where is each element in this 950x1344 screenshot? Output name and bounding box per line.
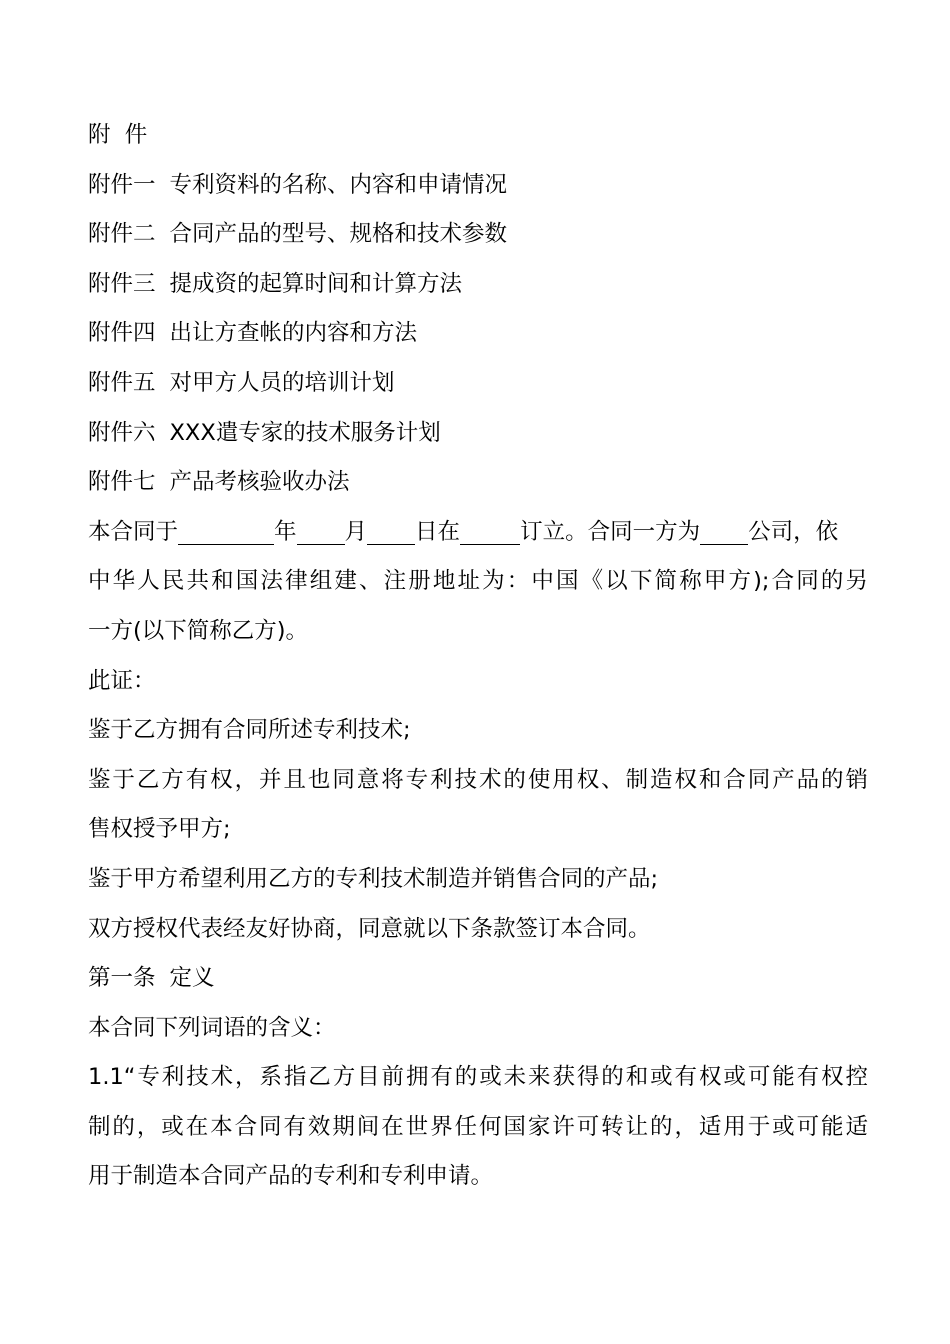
preamble-text: 年 — [274, 518, 297, 545]
attachment-label: 附件四 — [88, 320, 156, 347]
blank-day-field[interactable] — [367, 514, 415, 545]
witness-clause-2-line-1: 鉴于乙方有权，并且也同意将专利技术的使用权、制造权和合同产品的销 — [88, 766, 868, 793]
article-1-heading — [88, 954, 868, 1004]
article-title: 定义 — [169, 965, 215, 992]
blank-month-field[interactable] — [297, 514, 345, 545]
attachment-label: 附件三 — [88, 270, 156, 297]
blank-year-field[interactable] — [178, 514, 274, 545]
witness-clause-2-line-2: 售权授予甲方; — [88, 816, 231, 843]
preamble-text: 日在 — [415, 518, 461, 545]
attachment-text: XXX遣专家的技术服务计划 — [169, 419, 441, 446]
preamble-text: 订立。合同一方为 — [520, 518, 701, 545]
preamble-text: 公司，依 — [748, 518, 839, 545]
attachment-item — [88, 210, 868, 260]
witness-clause-4: 双方授权代表经友好协商，同意就以下条款签订本合同。 — [88, 915, 651, 942]
attachment-text: 对甲方人员的培训计划 — [169, 369, 395, 396]
witness-clause-3: 鉴于甲方希望利用乙方的专利技术制造并销售合同的产品; — [88, 865, 659, 892]
article-1-intro: 本合同下列词语的含义： — [88, 1014, 336, 1041]
clause-1-1-line-1: 1.1“专利技术，系指乙方目前拥有的或未来获得的和或有权或可能有权控 — [88, 1064, 868, 1091]
witness-heading: 此证： — [88, 667, 156, 694]
preamble-line-2: 中华人民共和国法律组建、注册地址为：中国《以下简称甲方);合同的另 — [88, 568, 868, 595]
attachment-item — [88, 161, 868, 211]
preamble-line-1 — [88, 508, 868, 558]
document-page — [88, 111, 868, 1202]
blank-company-field[interactable] — [700, 514, 748, 545]
attachment-text: 专利资料的名称、内容和申请情况 — [169, 171, 508, 198]
attachment-text: 出让方查帐的内容和方法 — [169, 320, 418, 347]
attachment-text: 合同产品的型号、规格和技术参数 — [169, 221, 508, 248]
attachment-item — [88, 458, 868, 508]
attachment-label: 附件六 — [88, 419, 156, 446]
preamble-line-3: 一方(以下简称乙方)。 — [88, 617, 309, 644]
attachment-label: 附件二 — [88, 221, 156, 248]
blank-place-field[interactable] — [460, 514, 520, 545]
preamble-text: 月 — [344, 518, 368, 545]
attachment-item — [88, 260, 868, 310]
preamble-text: 本合同于 — [88, 518, 179, 545]
attachment-text: 提成资的起算时间和计算方法 — [169, 270, 463, 297]
attachment-text: 产品考核验收办法 — [169, 469, 350, 496]
attachment-label: 附件五 — [88, 369, 156, 396]
attachments-heading: 附 件 — [88, 122, 148, 148]
article-label: 第一条 — [88, 965, 156, 992]
attachment-item — [88, 309, 868, 359]
clause-1-1-line-2: 制的，或在本合同有效期间在世界任何国家许可转让的，适用于或可能适 — [88, 1113, 868, 1140]
attachment-item — [88, 409, 868, 459]
attachment-item — [88, 359, 868, 409]
attachment-label: 附件一 — [88, 171, 156, 198]
witness-clause-1: 鉴于乙方拥有合同所述专利技术; — [88, 717, 411, 744]
attachment-label: 附件七 — [88, 469, 156, 496]
clause-1-1-line-3: 用于制造本合同产品的专利和专利申请。 — [88, 1163, 494, 1190]
